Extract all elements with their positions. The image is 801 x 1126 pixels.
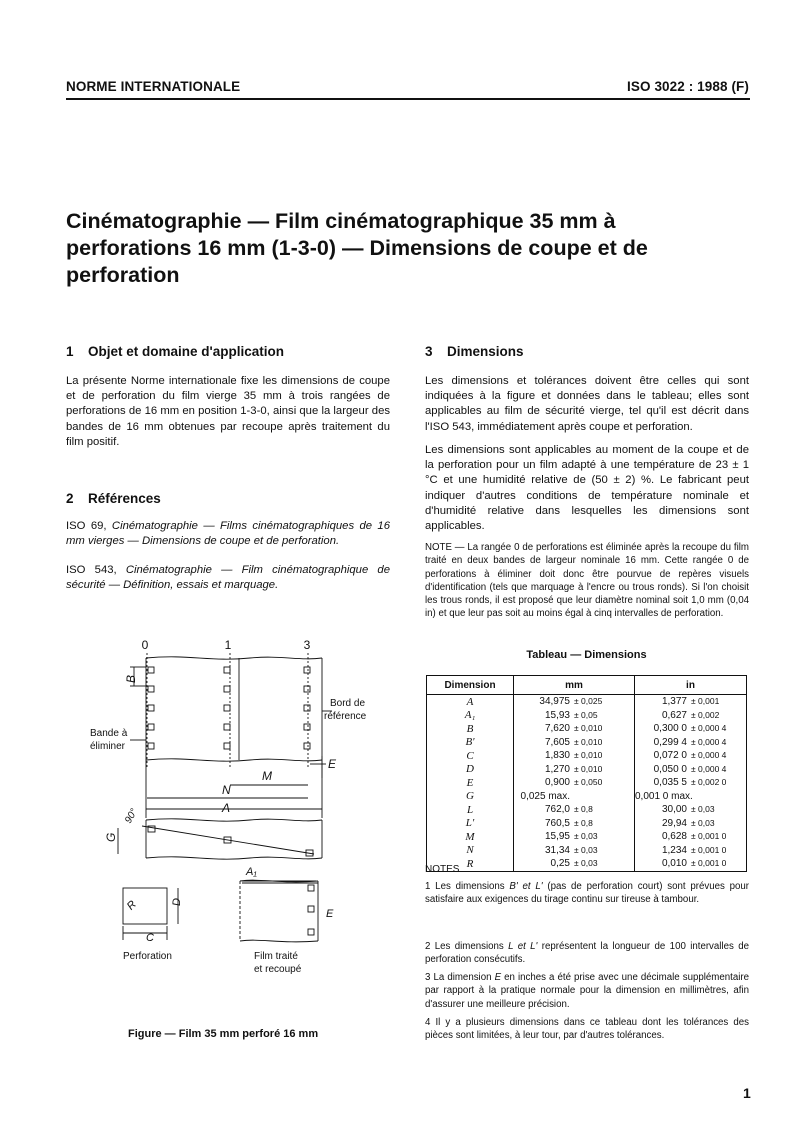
note-3-end: en inches a été prise avec une décimale supplémentaire par rapport à la pratique normale pour la dimension en millimètres, afin d'assurer une meilleure précision.	[425, 972, 749, 1010]
bande-label-1: Bande à	[90, 728, 128, 739]
cell-in-tolerance: ± 0,002 0	[691, 777, 727, 788]
dim-m-label: M	[262, 769, 272, 783]
reference-1-title: Cinématographie — Films cinématographiques de 16 mm vierges — Dimensions de coupe et de perforation.	[66, 520, 390, 548]
cell-dimension: D	[427, 763, 514, 777]
page-number: 1	[743, 1085, 751, 1101]
cell-in	[635, 803, 747, 817]
cell-mm	[514, 776, 635, 790]
section-3-paragraph-1: Les dimensions et tolérances doivent être celles qui sont indiquées à la figure et données dans le tableau; elles sont applicables au film de sécurité vierge, tel qu'il est décrit dans l'ISO 543, immédiatement après coupe et perforation.	[425, 375, 749, 433]
table-row	[427, 709, 747, 723]
document-title: Cinématographie — Film cinématographique 35 mm à perforations 16 mm (1-3-0) — Dimensions de coupe et de perforation	[66, 209, 648, 287]
cell-dimension: M	[427, 830, 514, 844]
cell-mm-value: 31,34	[544, 844, 570, 856]
reference-iso-69	[66, 519, 390, 549]
dim-e-label: E	[328, 757, 337, 771]
section-3-heading	[425, 344, 524, 359]
cell-in-tolerance: ± 0,002	[691, 709, 720, 720]
dim-n-label: N	[222, 783, 231, 797]
note-3	[425, 971, 749, 1011]
header-rule	[66, 98, 750, 100]
cell-in-value: 0,628	[661, 831, 687, 843]
row-label-3: 1	[224, 638, 232, 652]
cell-mm-value: 7,605	[544, 736, 570, 748]
reference-2-number: ISO 543,	[66, 564, 126, 576]
cell-in-value: 0,072 0	[653, 750, 687, 762]
cell-in	[635, 857, 747, 871]
table-row	[427, 790, 747, 804]
cell-mm	[514, 709, 635, 723]
notes-heading: NOTES	[425, 864, 460, 875]
reference-iso-543	[66, 563, 390, 593]
cell-mm-tolerance: ± 0,03	[574, 844, 598, 855]
reference-2-title: Cinématographie — Film cinématographique de sécurité — Définition, essais et marquage.	[66, 564, 390, 592]
cell-mm	[514, 736, 635, 750]
cell-in-tolerance: ± 0,001 0	[691, 844, 727, 855]
cell-in	[635, 709, 747, 723]
cell-in	[635, 776, 747, 790]
film-figure	[60, 628, 390, 988]
section-1-body: La présente Norme internationale fixe les dimensions de coupe et de perforation du film vierge 35 mm à trois rangées de perforations de 16 mm en position 1-3-0, ainsi que la largeur des bandes de 16 mm obtenues par recoupe après traitement du film positif.	[66, 375, 390, 448]
perforations-row-0	[148, 667, 154, 749]
cell-mm	[514, 722, 635, 736]
section-3-title: Dimensions	[447, 344, 524, 359]
cell-mm	[514, 817, 635, 831]
perforations-row-1	[304, 667, 310, 749]
film-strip-diagonal	[142, 819, 322, 859]
cell-dimension: A₁	[427, 709, 514, 723]
table-row	[427, 763, 747, 777]
table-row	[427, 749, 747, 763]
cell-in-tolerance: ± 0,000 4	[691, 750, 727, 761]
cell-mm-value: 1,830	[544, 750, 570, 762]
cell-in	[635, 817, 747, 831]
note-1	[425, 880, 749, 907]
section-1-heading	[66, 344, 284, 359]
section-3-paragraph-2: Les dimensions sont applicables au moment de la coupe et de la perforation pour un film adapté à une température de 23 ± 1 °C et une humidité relative de (50 ± 2) %. Le fabricant peut indiquer d'autres conditions de température nominale et d'humidité relative dans lesquelles les dimensions sont applicables.	[425, 444, 749, 533]
cell-mm-tolerance: ± 0,010	[574, 763, 603, 774]
section-2-title: Références	[88, 491, 161, 506]
cell-mm-tolerance: ± 0,050	[574, 777, 603, 788]
cell-dimension: B'	[427, 736, 514, 750]
cell-mm-tolerance: ± 0,05	[574, 709, 598, 720]
cell-mm	[514, 803, 635, 817]
cell-in-value: 0,299 4	[653, 736, 687, 748]
dim-g-label: G	[104, 832, 118, 842]
cell-mm	[514, 844, 635, 858]
row-label-1: 3	[303, 638, 311, 652]
table-row	[427, 830, 747, 844]
cell-dimension: L	[427, 803, 514, 817]
note-3-start: 3 La dimension	[425, 972, 495, 983]
cell-in-value: 30,00	[661, 804, 687, 816]
cell-mm	[514, 695, 635, 709]
cell-in-value: 1,377	[661, 696, 687, 708]
note-2	[425, 940, 749, 967]
note-3-dim: E	[494, 972, 502, 983]
cell-dimension: B	[427, 722, 514, 736]
processed-film-detail	[240, 880, 318, 942]
table-row	[427, 776, 747, 790]
table-row	[427, 817, 747, 831]
cell-in-value: 0,010	[661, 858, 687, 870]
cell-mm-value: 15,95	[544, 831, 570, 843]
perforation-label: Perforation	[123, 951, 172, 962]
cell-mm-value: 1,270	[544, 763, 570, 775]
note-2-end: représentent la longueur de 100 intervalles de perforation consécutifs.	[425, 941, 749, 966]
cell-in-value: 0,627	[661, 709, 687, 721]
note-1-start: 1 Les dimensions	[425, 881, 510, 892]
cell-mm-value: 760,5	[544, 817, 570, 829]
header-left: NORME INTERNATIONALE	[66, 79, 241, 94]
dim-r-label: R	[124, 898, 139, 913]
cell-in	[635, 763, 747, 777]
figure-caption: Figure — Film 35 mm perforé 16 mm	[128, 1028, 319, 1040]
cell-in-value: 0,001 0 max.	[635, 790, 693, 802]
cell-mm-tolerance: ± 0,03	[574, 831, 598, 842]
cell-mm-tolerance: ± 0,8	[574, 817, 593, 828]
cell-mm	[514, 857, 635, 871]
cell-in	[635, 844, 747, 858]
dimensions-table	[426, 675, 747, 872]
cell-mm-value: 0,025 max.	[520, 790, 570, 802]
note-1-dims: B' et L'	[509, 881, 543, 892]
cell-dimension: C	[427, 749, 514, 763]
dim-b-label: B	[124, 674, 138, 683]
cell-in	[635, 722, 747, 736]
cell-mm-value: 7,620	[544, 723, 570, 735]
dim-e2-label: E	[326, 908, 334, 920]
reference-1-number: ISO 69,	[66, 520, 112, 532]
cell-mm	[514, 790, 635, 804]
section-1-number: 1	[66, 344, 74, 359]
section-2-heading	[66, 491, 161, 506]
bord-label-2: référence	[324, 711, 367, 722]
cell-in-tolerance: ± 0,001 0	[691, 858, 727, 869]
dim-angle-label: 90°	[123, 806, 141, 826]
cell-mm	[514, 830, 635, 844]
cell-dimension: R	[427, 857, 514, 871]
table-row	[427, 736, 747, 750]
cell-in-tolerance: ± 0,03	[691, 817, 715, 828]
section-2-number: 2	[66, 491, 74, 506]
section-1-title: Objet et domaine d'application	[88, 344, 284, 359]
header-right: ISO 3022 : 1988 (F)	[627, 79, 749, 94]
dim-d-label: D	[171, 898, 183, 906]
table-header-dimension: Dimension	[427, 676, 514, 695]
cell-in-tolerance: ± 0,000 4	[691, 723, 727, 734]
film-label-1: Film traité	[254, 951, 298, 962]
table-row	[427, 722, 747, 736]
bord-label-1: Bord de	[330, 698, 366, 709]
cell-in-tolerance: ± 0,001	[691, 696, 720, 707]
dim-c-label: C	[146, 932, 154, 944]
cell-in-value: 29,94	[661, 817, 687, 829]
cell-mm-tolerance: ± 0,010	[574, 736, 603, 747]
cell-in-value: 0,300 0	[653, 723, 687, 735]
cell-mm-value: 762,0	[544, 804, 570, 816]
cell-dimension: N	[427, 844, 514, 858]
dim-a1-label: A₁	[246, 866, 257, 878]
cell-dimension: G	[427, 790, 514, 804]
film-label-2: et recoupé	[254, 964, 302, 975]
bande-label-2: éliminer	[90, 741, 126, 752]
cell-in	[635, 736, 747, 750]
cell-dimension: L'	[427, 817, 514, 831]
cell-in	[635, 830, 747, 844]
cell-dimension: E	[427, 776, 514, 790]
table-header-mm: mm	[514, 676, 635, 695]
cell-mm-tolerance: ± 0,03	[574, 858, 598, 869]
cell-mm-value: 0,25	[550, 858, 570, 870]
table-body	[427, 695, 747, 872]
cell-in	[635, 749, 747, 763]
cell-mm-value: 34,975	[539, 696, 570, 708]
note-1-end: (pas de perforation court) sont prévues pour satisfaire aux exigences du tirage continu sur tireuse à tambour.	[425, 881, 750, 906]
cell-mm-tolerance: ± 0,025	[574, 696, 603, 707]
row-label-0: 0	[141, 638, 149, 652]
cell-mm-tolerance: ± 0,010	[574, 723, 603, 734]
cell-mm	[514, 763, 635, 777]
note-2-start: 2 Les dimensions	[425, 941, 509, 952]
cell-in-value: 1,234	[661, 844, 687, 856]
cell-mm-tolerance: ± 0,010	[574, 750, 603, 761]
section-3-number: 3	[425, 344, 433, 359]
table-caption: Tableau — Dimensions	[526, 649, 647, 661]
cell-in-tolerance: ± 0,000 4	[691, 763, 727, 774]
table-row	[427, 844, 747, 858]
cell-in-tolerance: ± 0,03	[691, 804, 715, 815]
perforations-row-3	[224, 667, 230, 749]
cell-mm	[514, 749, 635, 763]
cell-in	[635, 695, 747, 709]
cell-in	[635, 790, 747, 804]
cell-mm-tolerance: ± 0,8	[574, 804, 593, 815]
table-row	[427, 803, 747, 817]
cell-in-value: 0,035 5	[653, 777, 687, 789]
cell-in-value: 0,050 0	[653, 763, 687, 775]
table-row	[427, 695, 747, 709]
cell-dimension: A	[427, 695, 514, 709]
film-strip	[146, 657, 322, 761]
cell-mm-value: 15,93	[544, 709, 570, 721]
cell-in-tolerance: ± 0,000 4	[691, 736, 727, 747]
note-4: 4 Il y a plusieurs dimensions dans ce tableau dont les tolérances des pièces sont limitées, à leur tour, par d'autres tolérances.	[425, 1017, 749, 1042]
note-2-dims: L et L'	[508, 941, 538, 952]
cell-mm-value: 0,900	[544, 777, 570, 789]
dim-a-label: A	[222, 801, 231, 815]
table-row	[427, 857, 747, 871]
section-3-note: NOTE — La rangée 0 de perforations est éliminée après la recoupe du film traité en deux bandes de largeur nominale 16 mm. Cette rangée 0 de perforations à éliminer doit donc être pourvue de repères visuels d'identification (tels que marquage à l'encre ou trous ronds). Si l'on choisit les trous ronds, il est proposé que leur diamètre nominal soit 1,0 mm (0,04 in) et que leur pas soit au moins égal à cinq intervalles de perforation.	[425, 542, 749, 620]
cell-in-tolerance: ± 0,001 0	[691, 831, 727, 842]
table-header-in: in	[635, 676, 747, 695]
